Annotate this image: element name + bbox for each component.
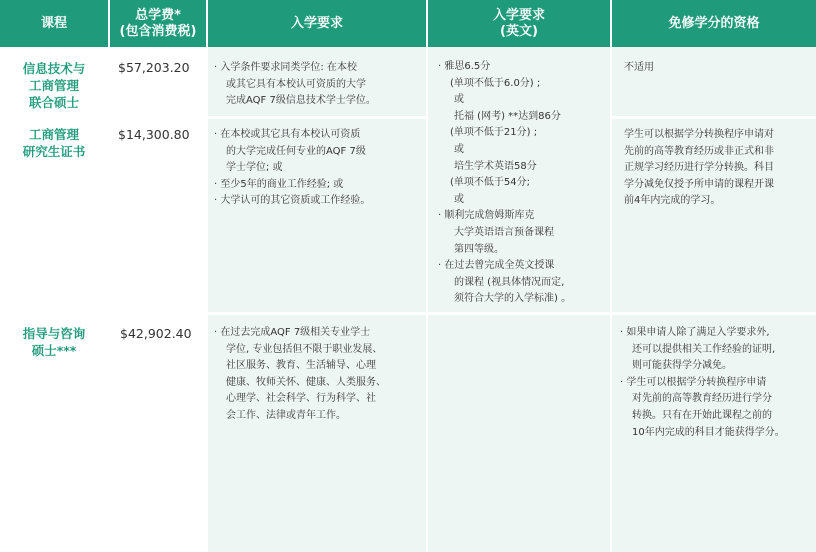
entry-requirement-line: 学士学位; 或 (226, 162, 283, 174)
english-requirements (438, 59, 571, 308)
english-requirement-line: 须符合大学的入学标准) 。 (454, 293, 572, 305)
entry-requirement-line: 健康、牧师关怀、健康、人类服务、 (226, 376, 386, 388)
entry-requirement-line: 会工作、法律或青年工作。 (226, 409, 346, 421)
entry-requirement-line: 心理学、社会科学、行为科学、社 (226, 393, 376, 405)
exemption-line: 还可以提供相关工作经验的证明, (632, 343, 776, 355)
exemption-line: 学分减免仅授予所申请的课程开课 (624, 178, 774, 190)
program-name (0, 325, 108, 359)
program-name-line: 指导与咨询 (22, 326, 86, 341)
english-requirement-line: · 雅思6.5分 (438, 61, 491, 72)
exemption-column-bg (612, 47, 816, 552)
entry-requirement-line: 学位, 专业包括但不限于职业发展、 (226, 343, 383, 355)
exemption-text (620, 325, 785, 441)
exemption-line: · 学生可以根据学分转换程序申请 (620, 376, 767, 388)
exemption-line: 则可能获得学分减免。 (632, 360, 732, 372)
header-exemption-label: 免修学分的资格 (668, 15, 760, 31)
program-name-line: 研究生证书 (22, 144, 86, 159)
header-exemption (612, 0, 816, 47)
header-english-line2: (英文) (500, 23, 538, 39)
exemption-text (624, 127, 774, 210)
row-separator (208, 312, 426, 315)
exemption-line: 10年内完成的科目才能获得学分。 (632, 426, 785, 438)
row-separator (612, 312, 816, 315)
header-english (428, 0, 610, 47)
exemption-line: 先前的高等教育经历或非正式和非 (624, 145, 774, 157)
header-fee-line1: 总学费* (135, 7, 181, 23)
program-name (0, 126, 108, 160)
entry-requirements (214, 60, 376, 110)
english-requirement-line: 的课程 (视具体情况而定, (454, 276, 565, 288)
english-requirement-line: (单项不低于6.0分) ; (450, 77, 541, 89)
exemption-line: 正规学习经历进行学分转换。科目 (624, 162, 774, 174)
program-name-line: 联合硕士 (28, 95, 79, 110)
program-name (0, 60, 108, 111)
english-requirement-line: 或 (454, 143, 464, 155)
entry-requirement-line: · 至少5年的商业工作经验; 或 (214, 178, 344, 190)
entry-requirement-line: 的大学完成任何专业的AQF 7级 (226, 145, 366, 157)
entry-requirement-line: 社区服务、教育、生活辅导、心理 (226, 360, 376, 372)
english-requirement-line: · 顺利完成詹姆斯库克 (438, 210, 535, 222)
program-name-line: 工商管理 (28, 127, 79, 142)
entry-requirement-line: · 在过去完成AQF 7级相关专业学士 (214, 327, 371, 338)
exemption-line: 不适用 (624, 62, 654, 73)
exemption-line: · 如果申请人除了满足入学要求外, (620, 327, 770, 338)
header-entry-label: 入学要求 (290, 15, 343, 31)
entry-requirement-line: 或其它具有本校认可资质的大学 (226, 78, 366, 90)
tuition-fee: $14,300.80 (118, 127, 190, 142)
header-fee (110, 0, 206, 47)
exemption-text (624, 60, 654, 77)
english-requirement-line: 第四等级。 (454, 243, 504, 255)
entry-requirements (214, 127, 370, 210)
tuition-fee: $42,902.40 (120, 326, 192, 341)
english-requirement-line: 或 (454, 193, 464, 205)
table-header (0, 0, 816, 47)
english-requirement-line: (单项不低于21分) ; (450, 127, 538, 139)
header-fee-line2: (包含消费税) (119, 23, 197, 39)
row-separator (612, 116, 816, 119)
english-requirement-line: 托福 (网考) **达到86分 (454, 110, 561, 122)
header-entry (208, 0, 426, 47)
entry-requirements (214, 325, 386, 425)
english-requirement-line: 培生学术英语58分 (454, 160, 537, 172)
english-requirement-line: · 在过去曾完成全英文授课 (438, 260, 555, 272)
entry-requirement-line: · 入学条件要求同类学位: 在本校 (214, 62, 357, 73)
entry-requirement-line: 完成AQF 7级信息技术学士学位。 (226, 95, 376, 107)
header-course (0, 0, 108, 47)
header-course-label: 课程 (40, 15, 67, 31)
program-name-line: 工商管理 (28, 78, 79, 93)
header-english-line1: 入学要求 (492, 7, 545, 23)
exemption-line: 学生可以根据学分转换程序申请对 (624, 129, 774, 140)
row-separator (428, 312, 610, 315)
tuition-fee: $57,203.20 (118, 60, 190, 75)
entry-column-bg (208, 47, 426, 552)
program-name-line: 信息技术与 (22, 61, 86, 76)
entry-requirement-line: · 大学认可的其它资质或工作经验。 (214, 195, 371, 207)
row-separator (208, 116, 426, 119)
program-name-line: 硕士*** (31, 343, 77, 358)
english-requirement-line: (单项不低于54分; (450, 177, 530, 189)
exemption-line: 对先前的高等教育经历进行学分 (632, 393, 772, 405)
entry-requirement-line: · 在本校或其它具有本校认可资质 (214, 129, 361, 140)
english-requirement-line: 大学英语语言预备课程 (454, 226, 554, 238)
exemption-line: 转换。只有在开始此课程之前的 (632, 409, 772, 421)
english-requirement-line: 或 (454, 94, 464, 106)
exemption-line: 前4年内完成的学习。 (624, 195, 721, 207)
